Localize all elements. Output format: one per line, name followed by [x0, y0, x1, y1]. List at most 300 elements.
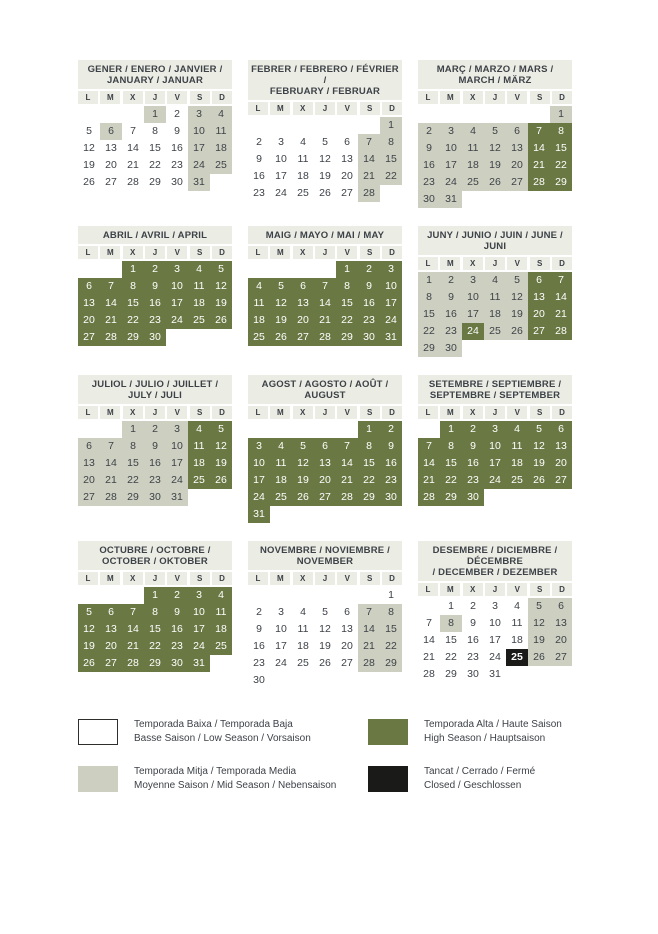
day-cell: 19 — [78, 157, 100, 174]
day-cell: 14 — [122, 140, 144, 157]
day-cell-empty — [528, 106, 550, 123]
weekday-label: J — [485, 257, 505, 270]
day-cell: 5 — [210, 421, 232, 438]
day-cell-empty — [484, 106, 506, 123]
day-cell: 5 — [314, 604, 336, 621]
weekday-label: J — [315, 102, 335, 115]
weekday-label: S — [190, 91, 210, 104]
day-cell: 11 — [188, 438, 210, 455]
day-cell: 25 — [292, 655, 314, 672]
day-cell: 7 — [122, 123, 144, 140]
month-title — [78, 375, 232, 404]
day-cell: 18 — [484, 306, 506, 323]
day-cell: 23 — [144, 312, 166, 329]
legend-text-line: Temporada Alta / Haute Saison — [424, 719, 562, 730]
day-cell: 10 — [440, 140, 462, 157]
day-cell: 27 — [550, 649, 572, 666]
day-cell: 12 — [528, 615, 550, 632]
day-cell: 15 — [380, 151, 402, 168]
weekday-label: X — [123, 572, 143, 585]
day-cell-empty — [122, 106, 144, 123]
month-title — [418, 60, 572, 89]
day-cell: 12 — [506, 289, 528, 306]
day-cell: 12 — [78, 140, 100, 157]
day-cell-empty — [418, 421, 440, 438]
day-cell: 1 — [144, 106, 166, 123]
weekday-label: D — [382, 406, 402, 419]
day-cell: 31 — [188, 655, 210, 672]
day-cell-empty — [270, 421, 292, 438]
day-cell-empty — [314, 261, 336, 278]
day-cell-empty — [270, 261, 292, 278]
day-cell: 7 — [358, 604, 380, 621]
day-cell: 16 — [418, 157, 440, 174]
weekday-label: M — [100, 406, 120, 419]
day-cell: 11 — [462, 140, 484, 157]
day-cell: 29 — [440, 489, 462, 506]
day-cell: 11 — [292, 621, 314, 638]
month-days — [78, 106, 232, 191]
month-title-line: NOVEMBER — [296, 556, 354, 567]
day-cell: 3 — [248, 438, 270, 455]
weekday-label: S — [190, 572, 210, 585]
month-days — [418, 106, 572, 208]
day-cell: 22 — [358, 472, 380, 489]
weekday-label: V — [337, 406, 357, 419]
month-title — [418, 375, 572, 404]
day-cell: 27 — [550, 472, 572, 489]
day-cell: 21 — [528, 157, 550, 174]
weekday-label: L — [78, 246, 98, 259]
day-cell: 20 — [506, 157, 528, 174]
weekday-label: J — [315, 406, 335, 419]
day-cell: 15 — [122, 295, 144, 312]
day-cell: 23 — [418, 174, 440, 191]
day-cell: 19 — [78, 638, 100, 655]
day-cell: 6 — [336, 604, 358, 621]
day-cell: 5 — [314, 134, 336, 151]
day-cell: 1 — [122, 261, 144, 278]
day-cell: 18 — [292, 638, 314, 655]
weekday-label: S — [530, 257, 550, 270]
weekday-label: D — [212, 572, 232, 585]
weekday-label: J — [145, 91, 165, 104]
day-cell: 17 — [188, 621, 210, 638]
day-cell: 10 — [188, 604, 210, 621]
day-cell: 13 — [550, 438, 572, 455]
day-cell: 4 — [248, 278, 270, 295]
day-cell: 13 — [78, 455, 100, 472]
weekday-label: V — [167, 572, 187, 585]
day-cell: 23 — [462, 472, 484, 489]
day-cell: 18 — [506, 632, 528, 649]
day-cell: 25 — [506, 649, 528, 666]
month-title — [248, 226, 402, 244]
day-cell: 3 — [484, 598, 506, 615]
month-title-line: JANUARY / JANUAR — [106, 75, 204, 86]
day-cell: 15 — [440, 632, 462, 649]
weekday-label: L — [248, 102, 268, 115]
day-cell: 10 — [484, 615, 506, 632]
month-days — [78, 587, 232, 672]
day-cell: 24 — [188, 157, 210, 174]
day-cell: 15 — [440, 455, 462, 472]
day-cell: 3 — [188, 106, 210, 123]
month-title-line: ABRIL / AVRIL / APRIL — [102, 230, 208, 241]
weekday-label: S — [360, 572, 380, 585]
day-cell: 30 — [462, 489, 484, 506]
day-cell: 23 — [440, 323, 462, 340]
day-cell: 29 — [122, 489, 144, 506]
day-cell: 17 — [484, 455, 506, 472]
day-cell: 22 — [144, 638, 166, 655]
day-cell: 24 — [270, 185, 292, 202]
day-cell: 7 — [314, 278, 336, 295]
day-cell: 30 — [462, 666, 484, 683]
day-cell: 20 — [292, 312, 314, 329]
day-cell: 16 — [144, 295, 166, 312]
day-cell: 2 — [144, 261, 166, 278]
day-cell: 6 — [100, 123, 122, 140]
day-cell: 12 — [292, 455, 314, 472]
day-cell: 18 — [210, 140, 232, 157]
day-cell: 27 — [78, 329, 100, 346]
day-cell: 12 — [314, 151, 336, 168]
day-cell: 2 — [418, 123, 440, 140]
day-cell: 29 — [380, 655, 402, 672]
day-cell: 8 — [122, 278, 144, 295]
day-cell: 6 — [550, 421, 572, 438]
month-title-line: GENER / ENERO / JANVIER / — [87, 64, 223, 75]
weekday-label: M — [440, 406, 460, 419]
month-days — [248, 421, 402, 523]
day-cell-empty — [292, 587, 314, 604]
day-cell: 10 — [248, 455, 270, 472]
day-cell: 12 — [78, 621, 100, 638]
month-title-line: DESEMBRE / DICIEMBRE / DÉCEMBRE — [432, 545, 558, 567]
day-cell: 1 — [440, 598, 462, 615]
day-cell: 26 — [506, 323, 528, 340]
day-cell: 9 — [380, 438, 402, 455]
month-3 — [418, 60, 572, 208]
day-cell: 21 — [550, 306, 572, 323]
day-cell: 12 — [210, 278, 232, 295]
legend-text-line: Temporada Mitja / Temporada Media — [134, 766, 297, 777]
day-cell-empty — [418, 598, 440, 615]
day-cell: 16 — [144, 455, 166, 472]
day-cell: 25 — [188, 312, 210, 329]
day-cell: 21 — [418, 649, 440, 666]
month-title — [78, 60, 232, 89]
day-cell: 19 — [314, 638, 336, 655]
month-days — [418, 272, 572, 357]
day-cell: 4 — [484, 272, 506, 289]
day-cell-empty — [336, 587, 358, 604]
day-cell: 12 — [314, 621, 336, 638]
weekday-label: M — [440, 91, 460, 104]
day-cell: 5 — [528, 598, 550, 615]
day-cell: 26 — [314, 655, 336, 672]
day-cell: 23 — [358, 312, 380, 329]
day-cell: 13 — [100, 140, 122, 157]
day-cell: 6 — [78, 278, 100, 295]
day-cell: 10 — [166, 278, 188, 295]
day-cell: 24 — [440, 174, 462, 191]
day-cell: 24 — [166, 472, 188, 489]
day-cell: 6 — [292, 278, 314, 295]
day-cell: 22 — [418, 323, 440, 340]
day-cell: 19 — [528, 632, 550, 649]
weekday-label: M — [100, 91, 120, 104]
day-cell-empty — [358, 117, 380, 134]
day-cell: 16 — [166, 140, 188, 157]
weekday-label: D — [382, 246, 402, 259]
day-cell: 9 — [166, 123, 188, 140]
day-cell: 24 — [380, 312, 402, 329]
calendar-grid — [78, 60, 572, 689]
day-cell: 16 — [248, 168, 270, 185]
day-cell: 31 — [248, 506, 270, 523]
weekday-label: D — [212, 91, 232, 104]
day-cell: 17 — [166, 455, 188, 472]
day-cell: 27 — [506, 174, 528, 191]
weekday-label: L — [248, 246, 268, 259]
month-days — [418, 598, 572, 683]
weekday-label: M — [270, 572, 290, 585]
month-title-line: JULY / JULI — [128, 390, 182, 401]
legend-swatch-closed — [368, 766, 408, 792]
day-cell: 16 — [462, 455, 484, 472]
month-9 — [418, 375, 572, 506]
day-cell-empty — [100, 587, 122, 604]
day-cell: 11 — [270, 455, 292, 472]
day-cell: 31 — [440, 191, 462, 208]
day-cell: 30 — [380, 489, 402, 506]
day-cell-empty — [248, 117, 270, 134]
day-cell: 10 — [188, 123, 210, 140]
day-cell: 28 — [418, 489, 440, 506]
day-cell: 28 — [418, 666, 440, 683]
day-cell: 3 — [188, 587, 210, 604]
day-cell: 17 — [188, 140, 210, 157]
day-cell: 17 — [462, 306, 484, 323]
day-cell: 30 — [166, 174, 188, 191]
day-cell: 6 — [550, 598, 572, 615]
weekday-label: L — [248, 406, 268, 419]
day-cell: 4 — [292, 134, 314, 151]
day-cell: 15 — [418, 306, 440, 323]
day-cell: 17 — [270, 168, 292, 185]
legend-item-mid — [78, 765, 368, 792]
day-cell: 26 — [270, 329, 292, 346]
day-cell: 9 — [248, 621, 270, 638]
day-cell: 27 — [336, 185, 358, 202]
day-cell-empty — [418, 106, 440, 123]
day-cell: 13 — [336, 151, 358, 168]
day-cell: 26 — [292, 489, 314, 506]
day-cell: 28 — [122, 174, 144, 191]
month-days — [248, 117, 402, 202]
day-cell: 12 — [210, 438, 232, 455]
day-cell: 24 — [188, 638, 210, 655]
day-cell: 8 — [358, 438, 380, 455]
day-cell: 31 — [484, 666, 506, 683]
weekday-label: J — [145, 246, 165, 259]
day-cell: 25 — [210, 638, 232, 655]
day-cell: 21 — [122, 638, 144, 655]
weekday-header-row — [248, 406, 402, 419]
day-cell: 14 — [358, 151, 380, 168]
day-cell: 14 — [358, 621, 380, 638]
legend-swatch-low — [78, 719, 118, 745]
day-cell: 8 — [336, 278, 358, 295]
legend-item-low — [78, 718, 368, 745]
month-title — [248, 60, 402, 100]
day-cell-empty — [314, 587, 336, 604]
day-cell-empty — [78, 587, 100, 604]
day-cell: 7 — [418, 438, 440, 455]
weekday-label: S — [530, 91, 550, 104]
day-cell-empty — [314, 117, 336, 134]
day-cell: 20 — [100, 638, 122, 655]
day-cell: 28 — [100, 329, 122, 346]
day-cell: 1 — [440, 421, 462, 438]
day-cell: 8 — [122, 438, 144, 455]
day-cell: 31 — [380, 329, 402, 346]
day-cell: 11 — [506, 438, 528, 455]
day-cell: 3 — [380, 261, 402, 278]
day-cell: 27 — [100, 174, 122, 191]
day-cell: 3 — [166, 421, 188, 438]
legend-text-line: Closed / Geschlossen — [424, 779, 522, 791]
weekday-header-row — [418, 406, 572, 419]
weekday-label: V — [507, 406, 527, 419]
weekday-label: S — [360, 102, 380, 115]
day-cell: 17 — [166, 295, 188, 312]
weekday-label: D — [382, 572, 402, 585]
day-cell: 23 — [248, 185, 270, 202]
day-cell: 6 — [528, 272, 550, 289]
day-cell: 3 — [270, 134, 292, 151]
day-cell: 20 — [550, 455, 572, 472]
month-title — [418, 541, 572, 581]
month-4 — [78, 226, 232, 346]
day-cell: 5 — [78, 604, 100, 621]
month-title-line: JULIOL / JULIO / JUILLET / — [91, 379, 219, 390]
day-cell: 29 — [358, 489, 380, 506]
day-cell: 2 — [144, 421, 166, 438]
day-cell: 7 — [100, 438, 122, 455]
day-cell: 22 — [440, 649, 462, 666]
day-cell: 10 — [484, 438, 506, 455]
day-cell: 14 — [100, 295, 122, 312]
day-cell: 6 — [336, 134, 358, 151]
day-cell: 26 — [484, 174, 506, 191]
day-cell-empty — [292, 117, 314, 134]
day-cell: 22 — [550, 157, 572, 174]
month-title-line: OCTOBER / OKTOBER — [102, 556, 208, 567]
day-cell: 20 — [528, 306, 550, 323]
day-cell: 6 — [78, 438, 100, 455]
day-cell: 18 — [210, 621, 232, 638]
weekday-label: X — [123, 91, 143, 104]
day-cell-empty — [314, 421, 336, 438]
weekday-label: J — [145, 406, 165, 419]
day-cell: 21 — [418, 472, 440, 489]
month-title-line: MARÇ / MARZO / MARS / — [436, 64, 554, 75]
weekday-label: J — [145, 572, 165, 585]
day-cell: 11 — [292, 151, 314, 168]
day-cell: 23 — [462, 649, 484, 666]
day-cell: 16 — [248, 638, 270, 655]
day-cell: 2 — [248, 134, 270, 151]
day-cell: 3 — [440, 123, 462, 140]
weekday-header-row — [418, 91, 572, 104]
day-cell: 4 — [210, 106, 232, 123]
day-cell: 16 — [380, 455, 402, 472]
day-cell: 22 — [144, 157, 166, 174]
day-cell: 15 — [122, 455, 144, 472]
day-cell: 6 — [100, 604, 122, 621]
day-cell: 13 — [336, 621, 358, 638]
weekday-label: V — [337, 102, 357, 115]
day-cell-empty — [100, 261, 122, 278]
day-cell: 20 — [100, 157, 122, 174]
day-cell-empty — [100, 106, 122, 123]
day-cell: 3 — [166, 261, 188, 278]
legend-swatch-high — [368, 719, 408, 745]
day-cell: 2 — [380, 421, 402, 438]
weekday-header-row — [78, 246, 232, 259]
day-cell: 27 — [528, 323, 550, 340]
day-cell: 11 — [248, 295, 270, 312]
weekday-label: S — [190, 406, 210, 419]
day-cell: 25 — [248, 329, 270, 346]
day-cell: 26 — [528, 649, 550, 666]
month-title-line: NOVEMBRE / NOVIEMBRE / — [259, 545, 391, 556]
day-cell: 14 — [122, 621, 144, 638]
day-cell-empty — [358, 587, 380, 604]
day-cell: 17 — [484, 632, 506, 649]
weekday-label: M — [100, 246, 120, 259]
day-cell: 28 — [122, 655, 144, 672]
day-cell: 26 — [210, 472, 232, 489]
day-cell: 17 — [270, 638, 292, 655]
day-cell: 14 — [550, 289, 572, 306]
day-cell-empty — [440, 106, 462, 123]
day-cell: 25 — [292, 185, 314, 202]
day-cell: 2 — [440, 272, 462, 289]
month-6 — [418, 226, 572, 357]
day-cell: 20 — [336, 168, 358, 185]
month-8 — [248, 375, 402, 523]
weekday-label: X — [293, 102, 313, 115]
weekday-header-row — [248, 246, 402, 259]
day-cell: 22 — [336, 312, 358, 329]
day-cell: 17 — [248, 472, 270, 489]
legend-swatch-mid — [78, 766, 118, 792]
weekday-label: D — [382, 102, 402, 115]
weekday-label: D — [552, 583, 572, 596]
day-cell: 24 — [166, 312, 188, 329]
weekday-label: V — [337, 246, 357, 259]
weekday-label: X — [293, 246, 313, 259]
weekday-label: M — [270, 406, 290, 419]
day-cell: 15 — [336, 295, 358, 312]
day-cell: 7 — [418, 615, 440, 632]
day-cell: 28 — [336, 489, 358, 506]
day-cell-empty — [336, 421, 358, 438]
